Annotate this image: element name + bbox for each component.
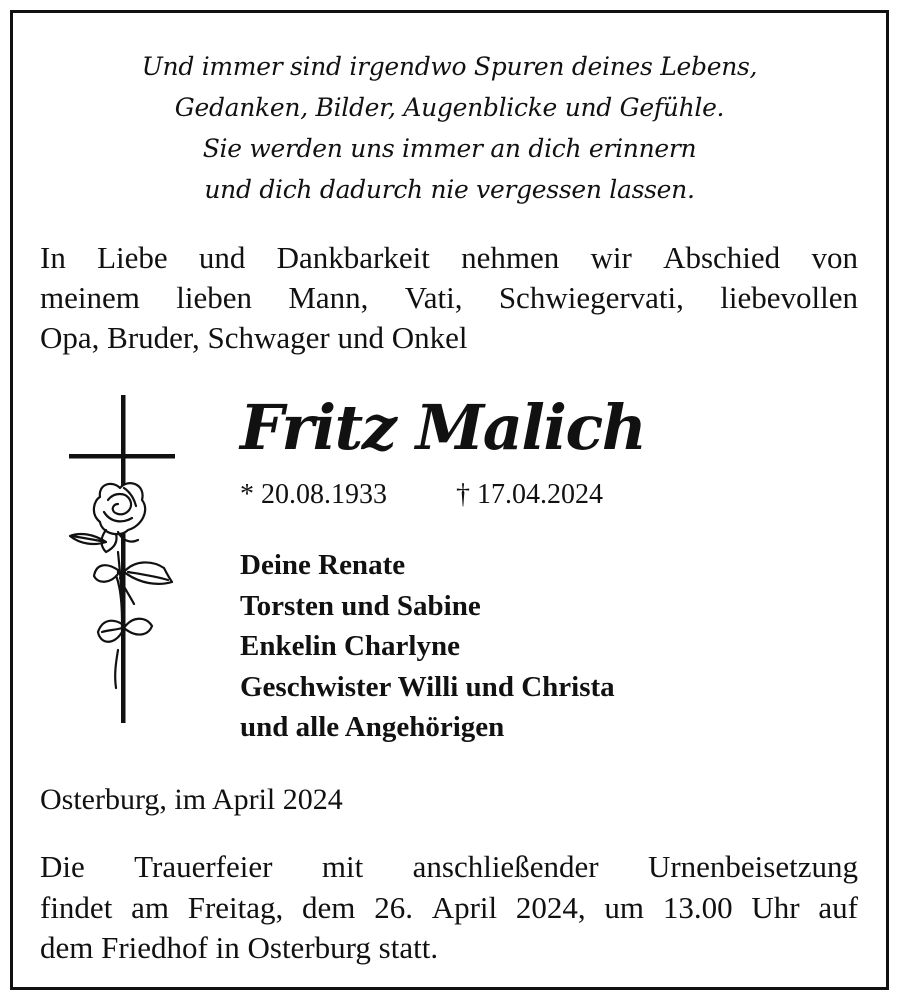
farewell-line — [40, 238, 858, 278]
memorial-poem — [0, 46, 899, 210]
word: Dankbarkeit — [276, 240, 430, 275]
death-date: † 17.04.2024 — [456, 479, 603, 510]
place-and-date: Osterburg, im April 2024 — [40, 783, 343, 816]
birth-date: * 20.08.1933 — [240, 479, 387, 510]
poem-line: Und immer sind irgendwo Spuren deines Lebens, — [141, 52, 758, 81]
word: Liebe — [97, 240, 168, 275]
poem-line: Gedanken, Bilder, Augenblicke und Gefühle. — [174, 93, 725, 122]
word: Trauerfeier — [134, 849, 273, 884]
word: dem — [302, 889, 356, 925]
word: und — [198, 240, 246, 275]
word: auf — [818, 889, 858, 925]
word: Urnenbeisetzung — [647, 849, 858, 884]
word: um — [604, 889, 645, 925]
word: von — [811, 240, 858, 275]
word: Mann, — [288, 280, 369, 315]
mourners-list — [240, 545, 615, 748]
word: Abschied — [663, 240, 781, 275]
mourner-line: Enkelin Charlyne — [240, 630, 460, 662]
word: Uhr — [751, 889, 800, 925]
ceremony-line — [40, 888, 858, 929]
farewell-line — [40, 278, 858, 318]
word: am — [131, 889, 169, 925]
word: Schwiegervati, — [498, 280, 684, 315]
poem-line: und dich dadurch nie vergessen lassen. — [204, 175, 695, 204]
word: meinem — [40, 280, 140, 315]
mourner-line: Deine Renate — [240, 549, 406, 581]
farewell-text — [40, 238, 858, 358]
word: 26. — [374, 889, 413, 925]
ceremony-line — [40, 847, 858, 888]
cross-icon — [69, 395, 175, 723]
ceremony-info — [40, 847, 858, 969]
word: findet — [40, 889, 113, 925]
word: April — [431, 889, 498, 925]
word: Freitag, — [187, 889, 284, 925]
word: 2024, — [515, 889, 586, 925]
word: lieben — [176, 280, 252, 315]
deceased-name: Fritz Malich — [240, 391, 646, 464]
mourner-line: Torsten und Sabine — [240, 589, 481, 622]
cross-with-rose-icon — [60, 392, 185, 727]
word: wir — [590, 240, 632, 275]
word: anschließender — [412, 849, 599, 884]
word: Vati, — [404, 280, 463, 315]
word: 13.00 — [662, 889, 733, 925]
word: nehmen — [461, 240, 560, 275]
poem-line: Sie werden uns immer an dich erinnern — [202, 134, 697, 163]
word: liebevollen — [720, 280, 858, 315]
mourner-line: Geschwister Willi und Christa — [240, 670, 615, 703]
word: In — [40, 240, 66, 275]
mourner-line: und alle Angehörigen — [240, 711, 505, 743]
ceremony-line: dem Friedhof in Osterburg statt. — [40, 930, 439, 965]
word: Die — [40, 849, 85, 884]
word: mit — [321, 849, 364, 884]
farewell-line: Opa, Bruder, Schwager und Onkel — [40, 320, 468, 355]
